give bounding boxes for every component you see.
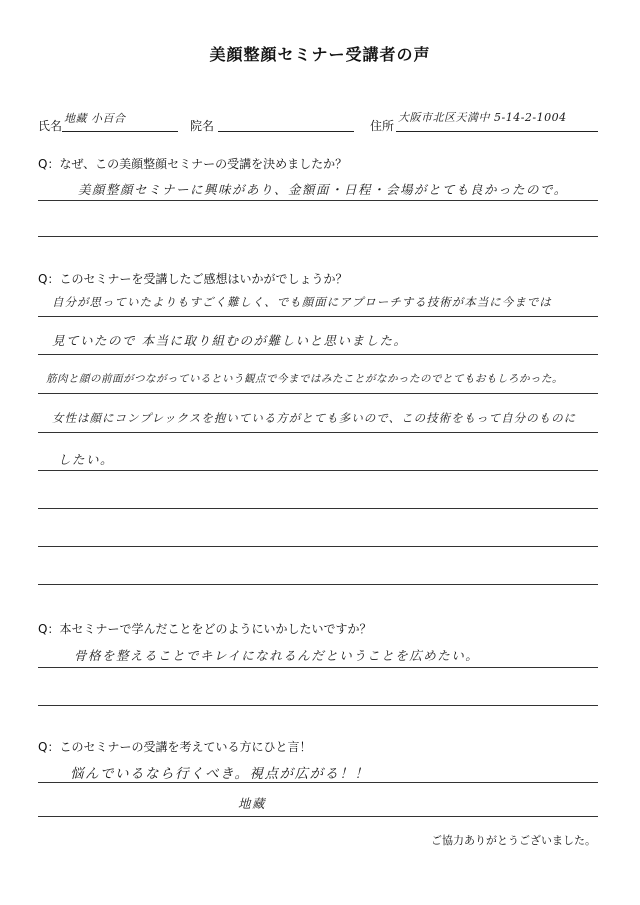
question-4: Q：このセミナーの受講を考えている方にひと言！ [38,740,312,754]
answer-rule [38,782,598,783]
name-value: 地藏 小百合 [64,112,126,125]
answer-2-line-3: 筋肉と顔の前面がつながっているという観点で今まではみたことがなかったのでとてもおもしろかった。 [46,373,563,385]
answer-2-line-1: 自分が思っていたよりもすごく難しく、でも顔面にアプローチする技術が本当に今までは [52,295,552,309]
answer-2-line-2: 見ていたので 本当に取り組むのが難しいと思いました。 [52,333,408,348]
answer-rule [38,584,598,585]
question-3: Q：本セミナーで学んだことをどのようにいかしたいですか？ [38,622,372,636]
page-title: 美顔整顔セミナー受講者の声 [209,45,431,64]
answer-rule [38,508,598,509]
answer-rule [38,316,598,317]
answer-rule [38,816,598,817]
address-label: 住所 [370,119,395,133]
answer-2-line-4: 女性は顔にコンプレックスを抱いている方がとても多いので、この技術をもって自分のものに [52,411,577,425]
address-value: 大阪市北区天満中 5-14-2-1004 [398,111,567,124]
answer-rule [38,470,598,471]
clinic-underline [218,131,354,132]
answer-4-signature: 地藏 [238,796,267,811]
question-2: Q：このセミナーを受講したご感想はいかがでしょうか？ [38,272,348,286]
answer-rule [38,546,598,547]
answer-rule [38,393,598,394]
answer-4-line-1: 悩んでいるなら行くべき。視点が広がる！！ [70,766,370,782]
answer-1-line-1: 美顔整顔セミナーに興味があり、金額面・日程・会場がとても良かったので。 [78,182,568,197]
name-underline [62,131,178,132]
name-label: 氏名 [38,119,63,133]
clinic-label: 院名 [190,119,215,133]
closing-message: ご協力ありがとうございました。 [431,834,596,847]
answer-rule [38,432,598,433]
answer-rule [38,200,598,201]
answer-2-line-5: したい。 [58,452,115,467]
answer-3-line-1: 骨格を整えることでキレイになれるんだということを広めたい。 [74,648,480,663]
answer-rule [38,705,598,706]
address-underline [396,131,598,132]
answer-rule [38,354,598,355]
question-1: Q：なぜ、この美顔整顔セミナーの受講を決めましたか？ [38,157,348,171]
answer-rule [38,667,598,668]
answer-rule [38,236,598,237]
